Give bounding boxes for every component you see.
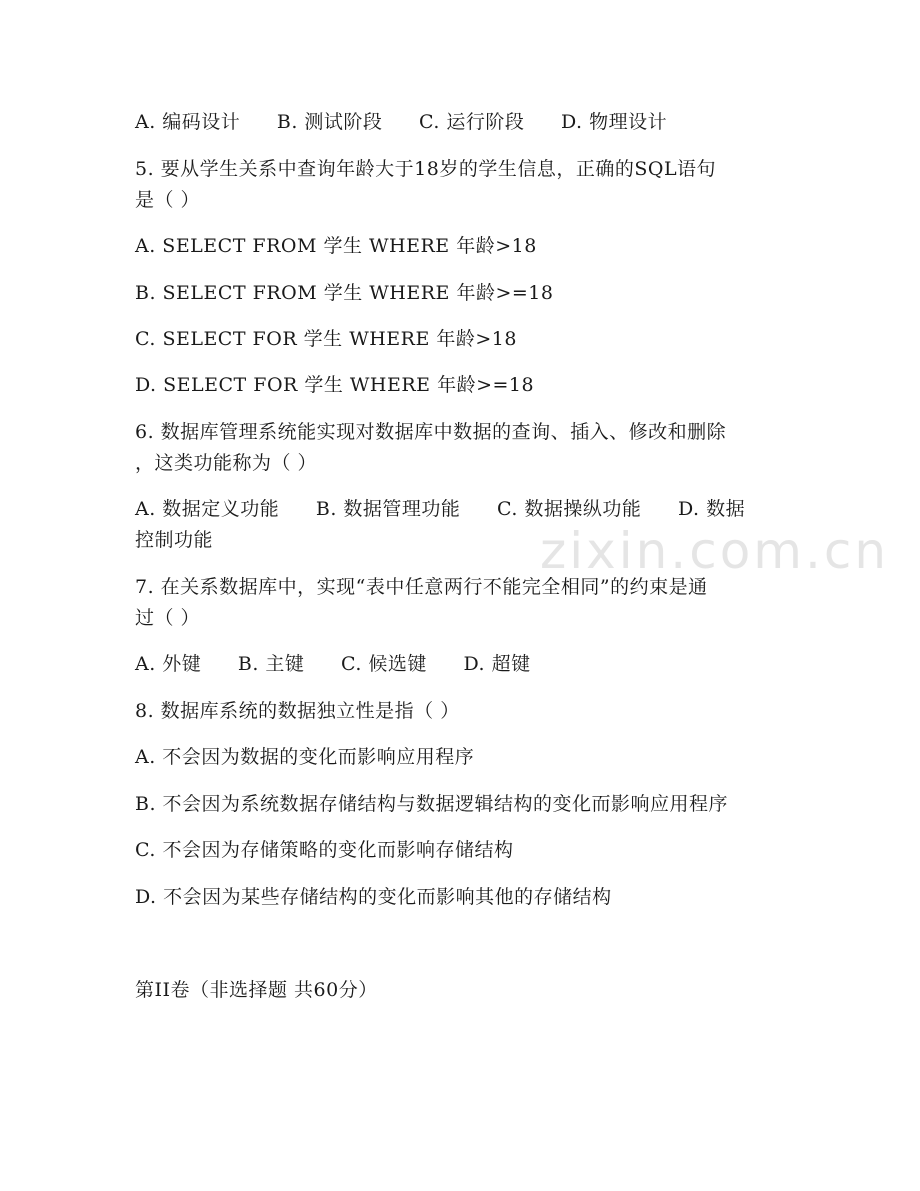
q8-stem: 8. 数据库系统的数据独立性是指（ ） — [135, 700, 460, 722]
section-title: 第II卷（非选择题 共60分） — [135, 979, 378, 1001]
q5-option-b: B. SELECT FROM 学生 WHERE 年龄>=18 — [135, 282, 554, 304]
q5-option-d: D. SELECT FOR 学生 WHERE 年龄>=18 — [135, 374, 535, 396]
q4-option-b: B. 测试阶段 — [276, 111, 383, 133]
q7-options-row — [135, 649, 785, 680]
q4-option-a: A. 编码设计 — [135, 111, 241, 133]
q8-option-d: D. 不会因为某些存储结构的变化而影响其他的存储结构 — [135, 886, 612, 908]
q5-option-a: A. SELECT FROM 学生 WHERE 年龄>18 — [135, 235, 537, 257]
q5-option-c: C. SELECT FOR 学生 WHERE 年龄>18 — [135, 328, 517, 350]
q7-option-c: C. 候选键 — [340, 653, 427, 675]
q8-option-a: A. 不会因为数据的变化而影响应用程序 — [135, 746, 475, 768]
q7-option-b: B. 主键 — [237, 653, 305, 675]
q7-option-a: A. 外键 — [135, 653, 202, 675]
q6-options-row — [135, 494, 785, 525]
q7-option-d: D. 超键 — [463, 653, 531, 675]
q6-option-c: C. 数据操纵功能 — [496, 498, 642, 520]
q7-stem-line1: 7. 在关系数据库中，实现“表中任意两行不能完全相同”的约束是通 — [135, 576, 708, 598]
q6-option-b: B. 数据管理功能 — [315, 498, 461, 520]
q6-stem-line2: ，这类功能称为（ ） — [135, 452, 318, 474]
q5-stem-line2: 是（ ） — [135, 189, 201, 211]
q6-option-a: A. 数据定义功能 — [135, 498, 280, 520]
watermark: zixin.com.cn — [540, 522, 890, 580]
q6-option-d: D. 数据 — [677, 498, 746, 520]
q4-options-row — [135, 107, 785, 138]
q5-stem-line1: 5. 要从学生关系中查询年龄大于18岁的学生信息，正确的SQL语句 — [135, 158, 717, 180]
q4-option-c: C. 运行阶段 — [418, 111, 525, 133]
q6-option-d-continued: 控制功能 — [135, 529, 214, 551]
q8-option-c: C. 不会因为存储策略的变化而影响存储结构 — [135, 839, 514, 861]
q6-stem-line1: 6. 数据库管理系统能实现对数据库中数据的查询、插入、修改和删除 — [135, 421, 727, 443]
q8-option-b: B. 不会因为系统数据存储结构与数据逻辑结构的变化而影响应用程序 — [135, 793, 729, 815]
q7-stem-line2: 过（ ） — [135, 607, 201, 629]
q4-option-d: D. 物理设计 — [560, 111, 668, 133]
